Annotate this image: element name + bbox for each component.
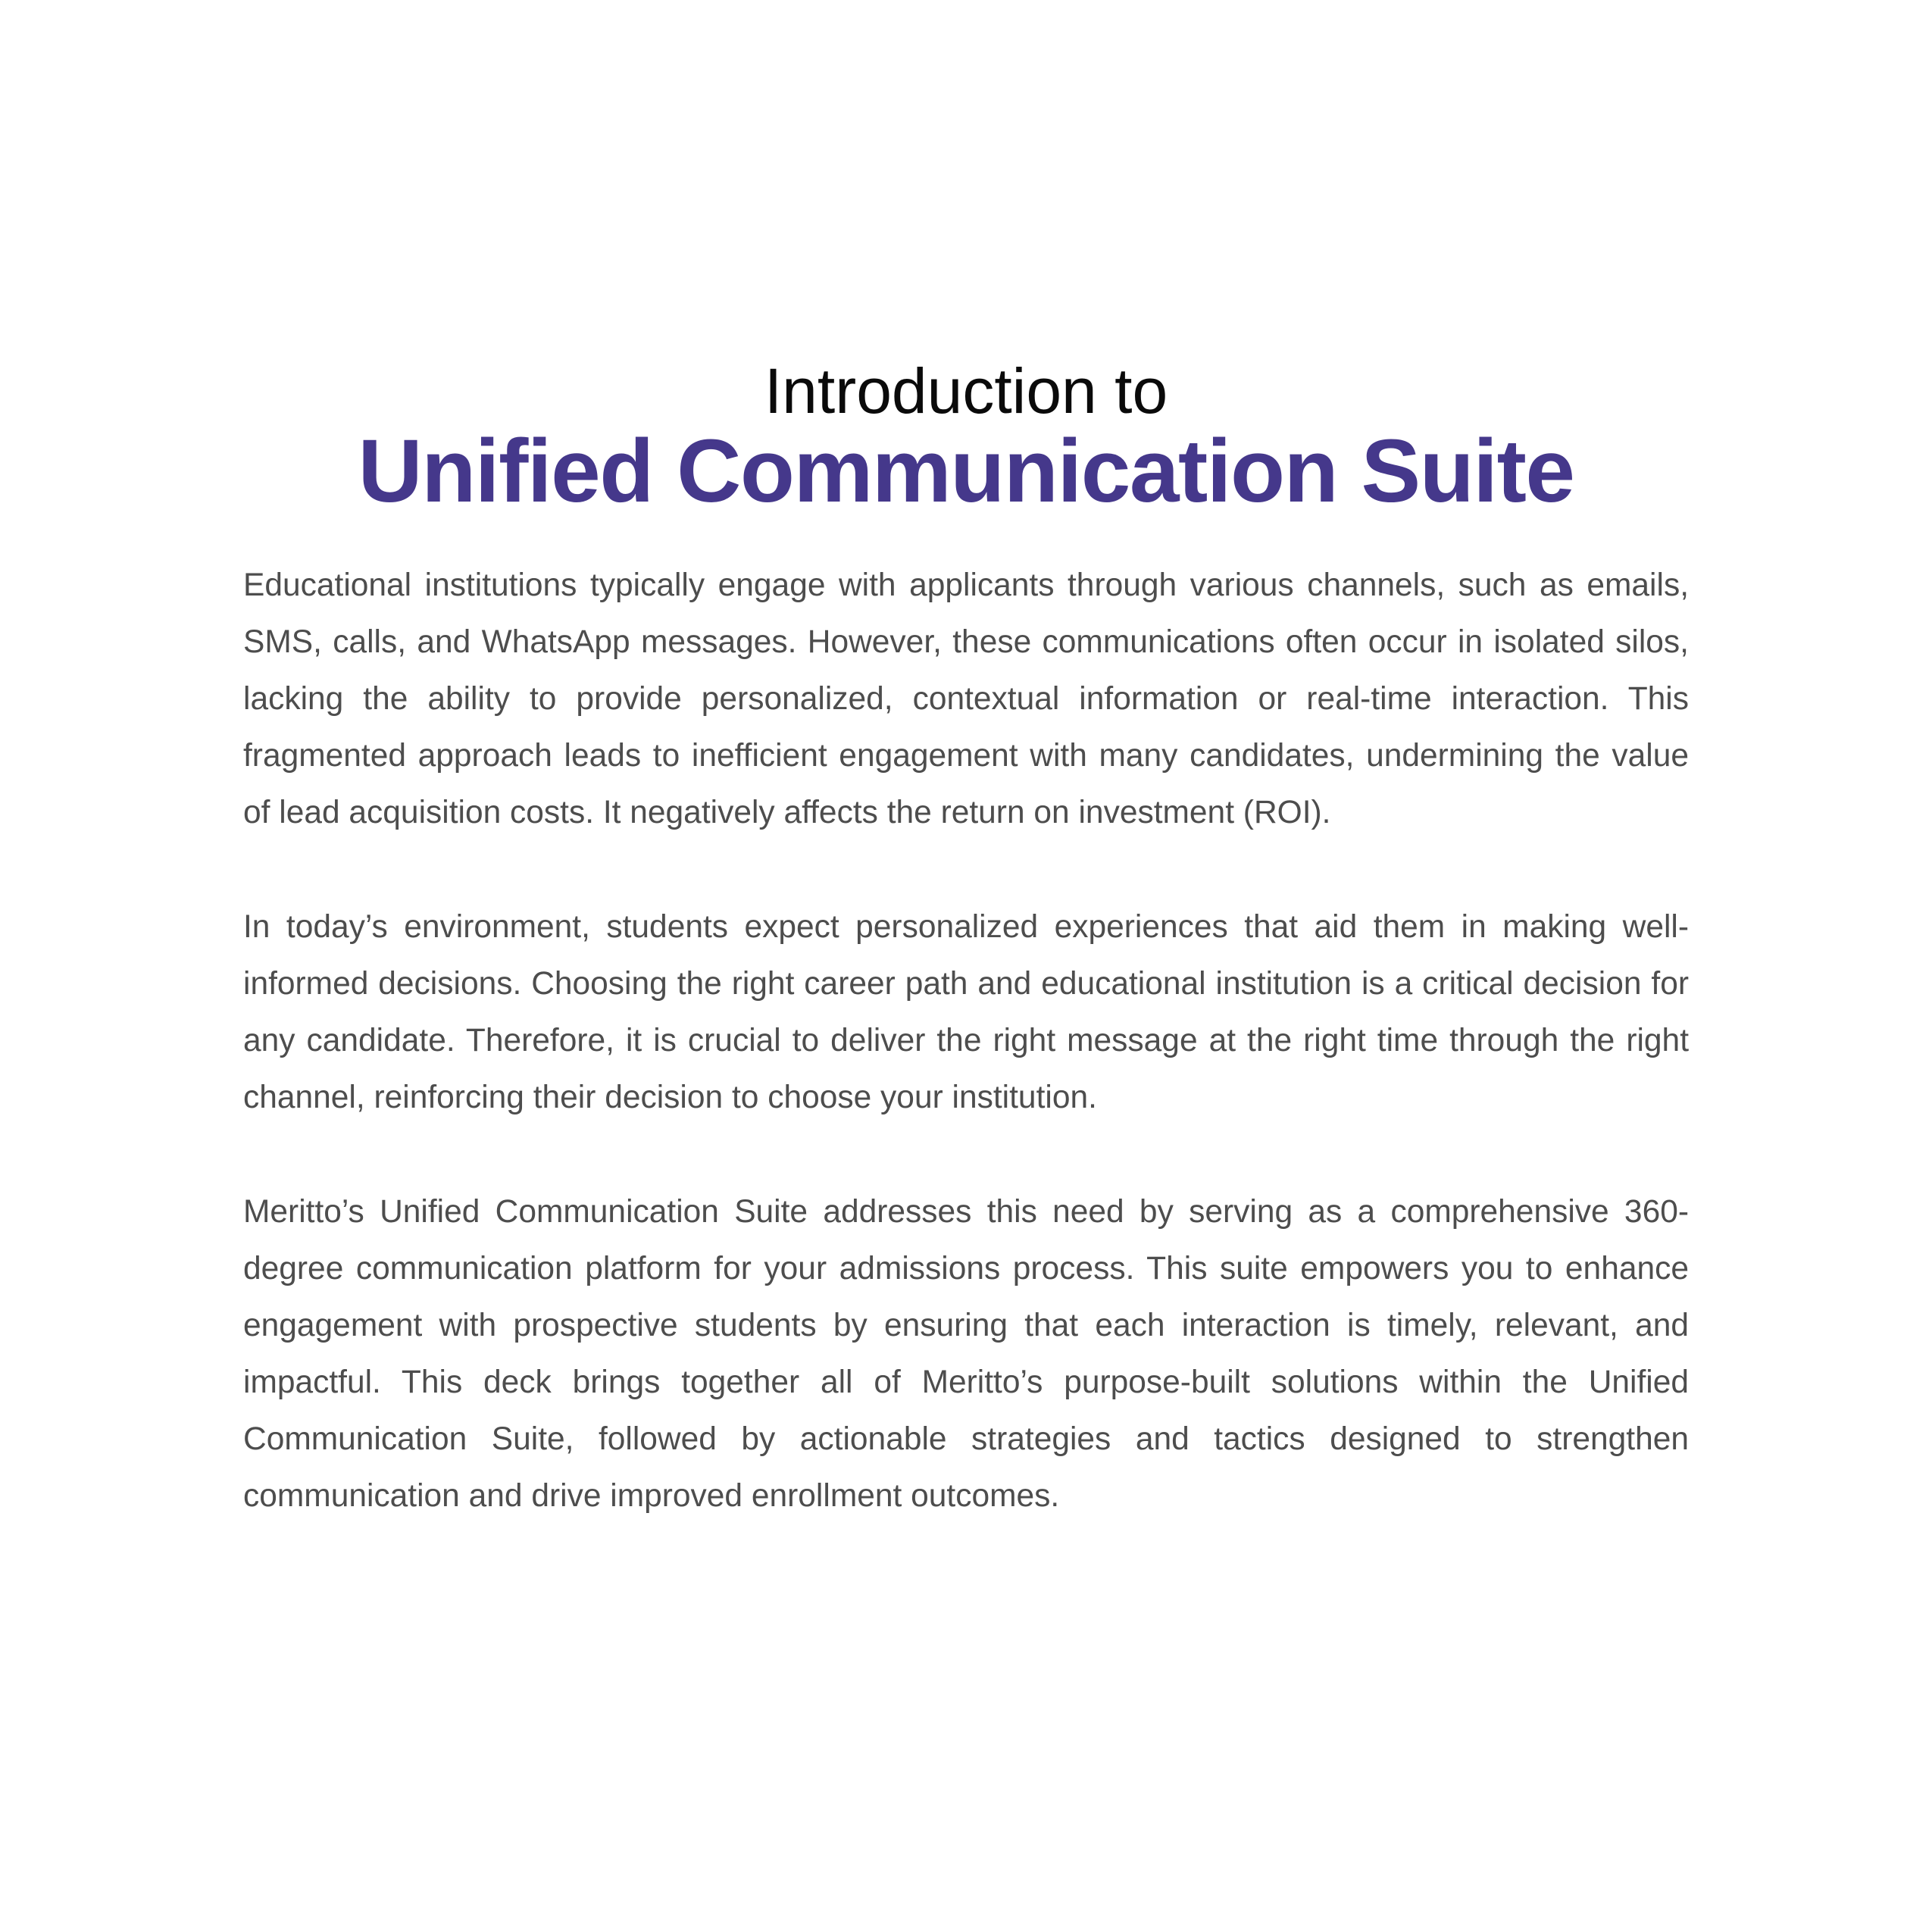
title-block [0,0,1932,521]
page-title-eyebrow: Introduction to [764,355,1168,427]
paragraph-3: Meritto’s Unified Communication Suite addresses this need by serving as a comprehensive 360-degree communication platform for your admissions process. This suite empowers you to enhance engagement with prospective students by ensuring that each interaction is timely, relevant, and impactful. This deck brings together all of Meritto’s purpose-built solutions within the Unified Communication Suite, followed by actionable strategies and tactics designed to strengthen communication and drive improved enrollment outcomes. [243,1194,1689,1514]
paragraph-1: Educational institutions typically engage with applicants through various channels, such as emails, SMS, calls, and WhatsApp messages. However, these communications often occur in isolated silos, lacking the ability to provide personalized, contextual information or real-time interaction. This fragmented approach leads to inefficient engagement with many candidates, undermining the value of lead acquisition costs. It negatively affects the return on investment (ROI). [243,567,1689,830]
body-text-block [243,557,1689,1524]
page-title: Unified Communication Suite [358,421,1574,521]
paragraph-2: In today’s environment, students expect personalized experiences that aid them in making well-informed decisions. Choosing the right career path and educational institution is a critical decision for any candidate. Therefore, it is crucial to deliver the right message at the right time through the right channel, reinforcing their decision to choose your institution. [243,909,1689,1115]
